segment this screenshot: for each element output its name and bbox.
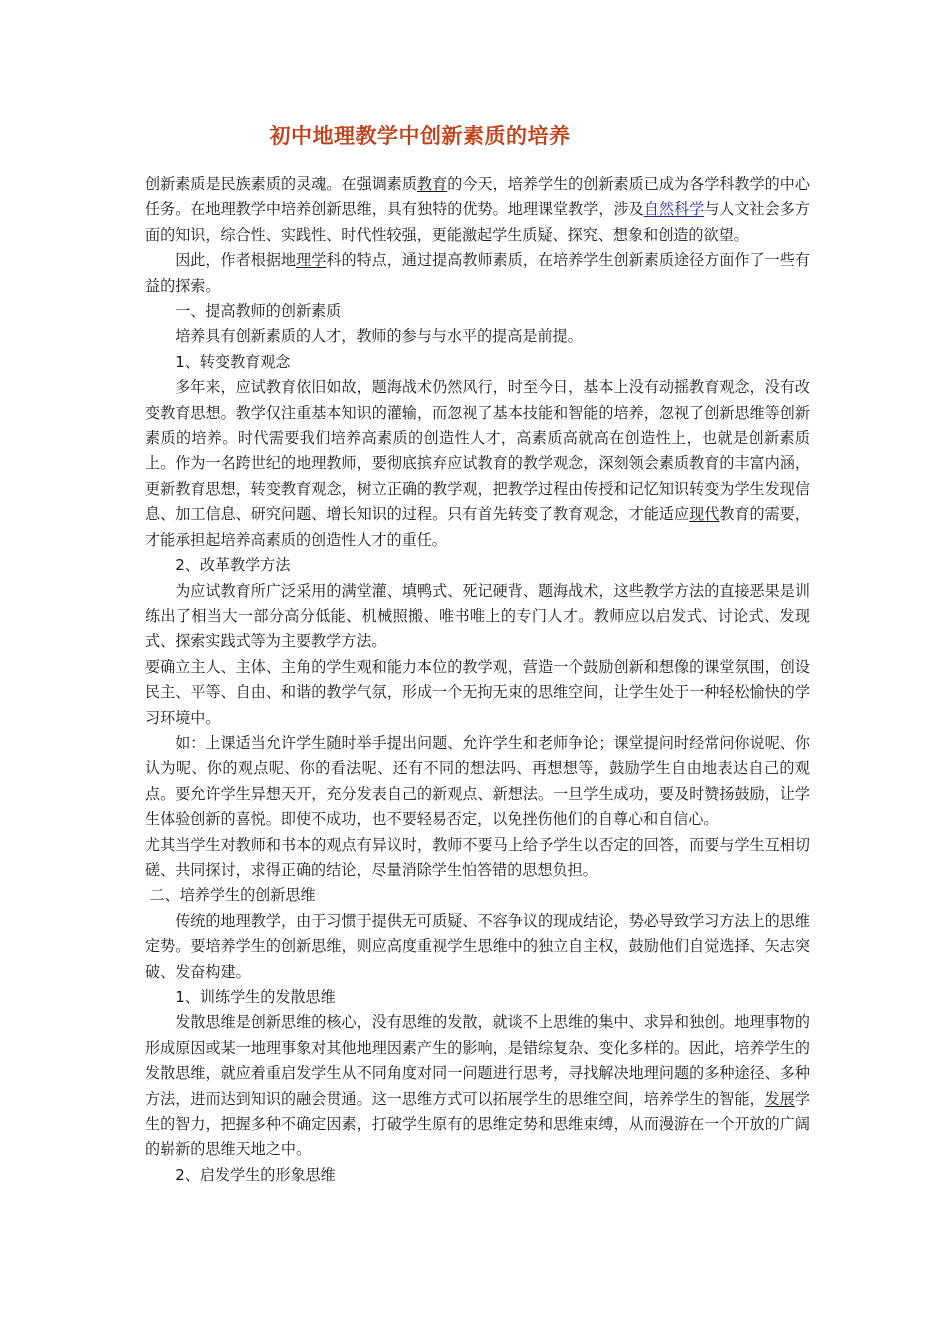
subsection-heading: 1、训练学生的发散思维 [175, 988, 336, 1006]
link-modern[interactable]: 现代 [689, 505, 720, 524]
link-development[interactable]: 发展 [764, 1089, 795, 1108]
paragraph: 传统的地理教学，由于习惯于提供无可质疑、不容争议的现成结论，势必导致学习方法上的思维定势。要培养学生的创新思维，则应高度重视学生思维中的独立自主权，鼓励他们自觉选择、矢志突破、发奋构建。 [145, 911, 810, 981]
section-heading: 一、提高教师的创新素质 [175, 302, 342, 321]
document-body [145, 172, 810, 1188]
subsection-heading: 2、改革教学方法 [175, 556, 291, 575]
paragraph: 发散思维是创新思维的核心，没有思维的发散，就谈不上思维的集中、求异和独创。地理事物的形成原因或某一地理事象对其他地理因素产生的影响，是错综复杂、变化多样的。因此，培养学生的发散思维，就应着重启发学生从不同角度对同一问题进行思考，寻找解决地理问题的多种途径、多种方法，进而达到知识的融会贯通。这一思维方式可以拓展学生的思维空间，培养学生的智能，发展学生的智力，把握多种不确定因素，打破学生原有的思维定势和思维束缚，从而漫游在一个开放的广阔的崭新的思维天地之中。 [145, 1013, 810, 1159]
paragraph: 培养具有创新素质的人才，教师的参与与水平的提高是前提。 [175, 327, 583, 346]
paragraph: 多年来，应试教育依旧如故，题海战术仍然风行，时至今日，基本上没有动摇教育观念，没有改变教育思想。教学仅注重基本知识的灌输，而忽视了基本技能和智能的培养，忽视了创新思维等创新素质的培养。时代需要我们培养高素质的创造性人才，高素质高就高在创造性上，也就是创新素质上。作为一名跨世纪的地理教师，要彻底摈弃应试教育的教学观念，深刻领会素质教育的丰富内涵，更新教育思想，转变教育观念，树立正确的教学观，把教学过程由传授和记忆知识转变为学生发现信息、加工信息、研究问题、增长知识的过程。只有首先转变了教育观念，才能适应现代教育的需要，才能承担起培养高素质的创造性人才的重任。 [145, 378, 810, 549]
link-education[interactable]: 教育 [417, 175, 448, 193]
document-title: 初中地理教学中创新素质的培养 [269, 124, 571, 148]
section-heading: 二、培养学生的创新思维 [149, 886, 316, 905]
paragraph: 因此，作者根据地理学科的特点，通过提高教师素质，在培养学生创新素质途径方面作了一些有益的探索。 [145, 251, 810, 295]
paragraph: 创新素质是民族素质的灵魂。在强调素质教育的今天，培养学生的创新素质已成为各学科教学的中心任务。在地理教学中培养创新思维，具有独特的优势。地理课堂教学，涉及自然科学与人文社会多方面的知识，综合性、实践性、时代性较强，更能激起学生质疑、探究、想象和创造的欲望。 [145, 175, 810, 244]
subsection-heading: 1、转变教育观念 [175, 352, 291, 371]
link-natural-science[interactable]: 自然科学 [643, 200, 705, 219]
subsection-heading: 2、启发学生的形象思维 [175, 1165, 336, 1184]
paragraph: 要确立主人、主体、主角的学生观和能力本位的教学观，营造一个鼓励创新和想像的课堂氛围，创设民主、平等、自由、和谐的教学气氛，形成一个无拘无束的思维空间，让学生处于一种轻松愉快的学习环境中。 [145, 657, 810, 727]
paragraph: 尤其当学生对教师和书本的观点有异议时，教师不要马上给予学生以否定的回答，而要与学生互相切磋、共同探讨，求得正确的结论，尽量消除学生怕答错的思想负担。 [145, 835, 810, 879]
paragraph: 如：上课适当允许学生随时举手提出问题、允许学生和老师争论；课堂提问时经常问你说呢、你认为呢、你的观点呢、你的看法呢、还有不同的想法吗、再想想等，鼓励学生自由地表达自己的观点。要允许学生异想天开，充分发表自己的新观点、新想法。一旦学生成功，要及时赞扬鼓励，让学生体验创新的喜悦。即使不成功，也不要轻易否定，以免挫伤他们的自尊心和自信心。 [145, 733, 810, 829]
paragraph: 为应试教育所广泛采用的满堂灌、填鸭式、死记硬背、题海战术，这些教学方法的直接恶果是训练出了相当大一部分高分低能、机械照搬、唯书唯上的专门人才。教师应以启发式、讨论式、发现式、探索实践式等为主要教学方法。 [145, 581, 810, 651]
link-geography[interactable]: 理学 [296, 251, 327, 270]
